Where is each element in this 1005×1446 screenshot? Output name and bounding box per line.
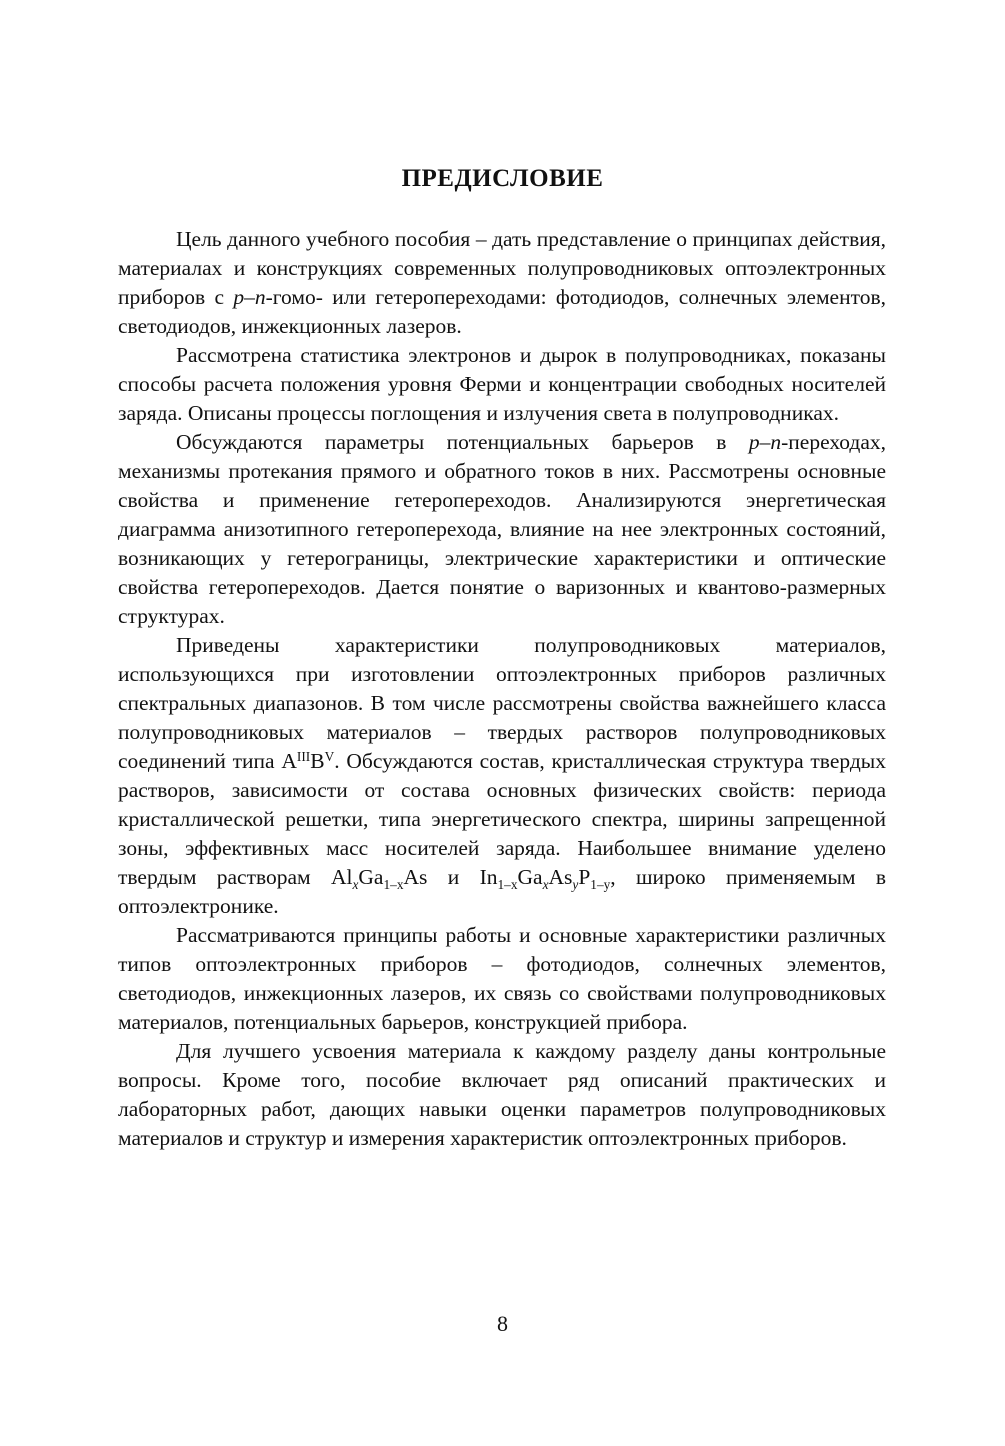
formula-variable: y — [572, 876, 579, 892]
subscript — [572, 877, 578, 892]
superscript: V — [324, 748, 335, 764]
subscript — [498, 877, 518, 892]
paragraph-barriers — [118, 428, 886, 631]
paragraph-text: Цель данного учебного пособия – дать представление о принципах действия, материалах и конструкциях современных полупроводниковых оптоэлектронных приборов с — [118, 227, 886, 309]
formula-variable: 1–x — [497, 876, 518, 892]
formula-ingaasp — [479, 865, 611, 892]
superscript: III — [296, 748, 311, 764]
formula-variable: 1–y — [590, 876, 611, 892]
formula-part: Ga — [358, 865, 384, 889]
formula-variable: 1–x — [383, 876, 404, 892]
paragraph-text: , широко применяемым в оптоэлектронике. — [118, 865, 886, 918]
paragraph-text: Обсуждаются параметры потенциальных барьеров в — [176, 430, 749, 454]
preface-body — [118, 225, 886, 1153]
formula-part: P — [578, 865, 591, 889]
paragraph-text: -переходах, механизмы протекания прямого и обратного токов в них. Рассмотрены основные свойства и применение гетеропереходов. Анализируются энергетическая диаграмма анизотипного гетероперехода, влияние на нее электронных состояний, возникающих у гетерограницы, электрические характеристики и оптические свойства гетеропереходов. Дается понятие о варизонных и квантово-размерных структурах. — [118, 430, 886, 628]
formula-algaas — [330, 865, 428, 892]
formula-part: As — [403, 865, 428, 889]
paragraph-text: и — [427, 865, 480, 889]
page-title: ПРЕДИСЛОВИЕ — [401, 165, 604, 192]
subscript — [543, 877, 549, 892]
paragraph-exercises: Для лучшего усвоения материала к каждому разделу даны контрольные вопросы. Кроме того, пособие включает ряд описаний практических и лабораторных работ, дающих навыки оценки параметров полупроводниковых материалов и структур и измерения характеристик оптоэлектронных приборов. — [118, 1039, 886, 1150]
italic-term: p–n — [748, 430, 782, 454]
subscript — [590, 877, 610, 892]
paragraph-materials — [118, 631, 886, 921]
subscript — [352, 877, 358, 892]
paragraph-statistics: Рассмотрена статистика электронов и дырок в полупроводниках, показаны способы расчета положения уровня Ферми и концентрации свободных носителей заряда. Описаны процессы поглощения и излучения света в полупроводниках. — [118, 343, 886, 425]
paragraph-devices: Рассматриваются принципы работы и основные характеристики различных типов оптоэлектронных приборов – фотодиодов, солнечных элементов, светодиодов, инжекционных лазеров, их связь со свойствами полупроводниковых материалов, потенциальных барьеров, конструкцией прибора. — [118, 923, 886, 1034]
paragraph-text: Приведены характеристики полупроводниковых материалов, использующихся при изготовлении оптоэлектронных приборов различных спектральных диапазонов. В том числе рассмотрены свойства важнейшего класса полупроводниковых материалов – твердых растворов полупроводниковых соединений типа A — [118, 633, 886, 773]
paragraph-goal — [118, 225, 886, 341]
formula-variable: x — [542, 876, 549, 892]
paragraph-text: -гомо- или гетеропереходами: фотодиодов, солнечных элементов, светодиодов, инжекционных лазеров. — [118, 285, 886, 338]
formula-part: Al — [330, 865, 353, 889]
subscript — [383, 877, 403, 892]
paragraph-text: . Обсуждаются состав, кристаллическая структура твердых растворов, зависимости от состава основных физических свойств: периода кристаллической решетки, типа энергетического спектра, ширины запрещенной зоны, эффективных масс носителей заряда. Наибольшее внимание уделено твердым растворам — [118, 749, 886, 889]
formula-part: In — [479, 865, 498, 889]
formula-part: As — [548, 865, 573, 889]
italic-term: p–n — [233, 285, 266, 309]
formula-variable: x — [352, 876, 359, 892]
formula-letter: B — [310, 749, 325, 773]
formula-part: Ga — [517, 865, 543, 889]
page-number: 8 — [497, 1311, 508, 1336]
